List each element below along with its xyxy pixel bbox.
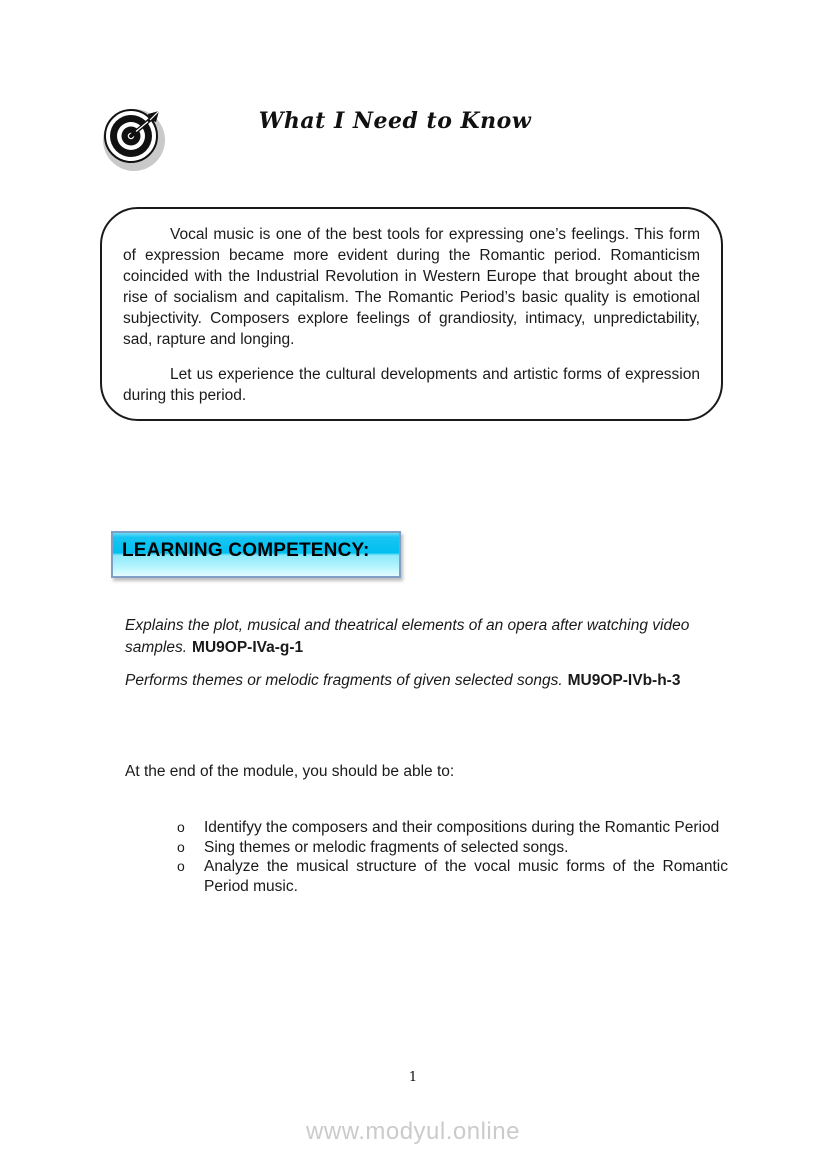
intro-paragraph-1: Vocal music is one of the best tools for expressing one’s feelings. This form of expression became more evident during the Romantic period. Romanticism coincided with the Industrial Revolution in Western Europe that brought about the rise of socialism and capitalism. The Romantic Period’s basic quality is emotional subjectivity. Composers explore feelings of grandiosity, intimacy, unpredictability, sad, rapture and longing. [123,226,700,348]
list-item [177,857,728,896]
objectives-list [177,818,728,896]
learning-competency-heading: LEARNING COMPETENCY: [122,540,370,561]
page-number: 1 [408,1070,418,1085]
competency-code: MU9OP-IVb-h-3 [567,672,681,689]
page-title: What I Need to Know [258,108,532,134]
competency-text: Explains the plot, musical and theatrical elements of an opera after watching video samples. [125,617,690,656]
objective-text: Analyze the musical structure of the vocal music forms of the Romantic Period music. [204,858,728,895]
learning-competency-banner [111,531,401,578]
competency-text: Performs themes or melodic fragments of given selected songs. [125,672,563,689]
list-item [177,838,728,858]
objective-text: Sing themes or melodic fragments of selected songs. [204,838,569,856]
bullet-marker: o [177,838,185,855]
competency-statement-2 [125,670,726,692]
competency-statement-1 [125,615,726,659]
list-item [177,818,728,838]
intro-box [100,207,723,421]
intro-paragraph-2: Let us experience the cultural developments and artistic forms of expression during this period. [123,366,700,404]
competency-code: MU9OP-IVa-g-1 [192,639,304,656]
bullet-marker: o [177,819,185,835]
watermark: www.modyul.online [306,1118,520,1145]
dartboard-target-icon [100,104,168,172]
bullet-marker: o [177,858,185,874]
objectives-intro: At the end of the module, you should be able to: [125,763,455,780]
objective-text: Identifyy the composers and their compositions during the Romantic Period [204,819,720,836]
